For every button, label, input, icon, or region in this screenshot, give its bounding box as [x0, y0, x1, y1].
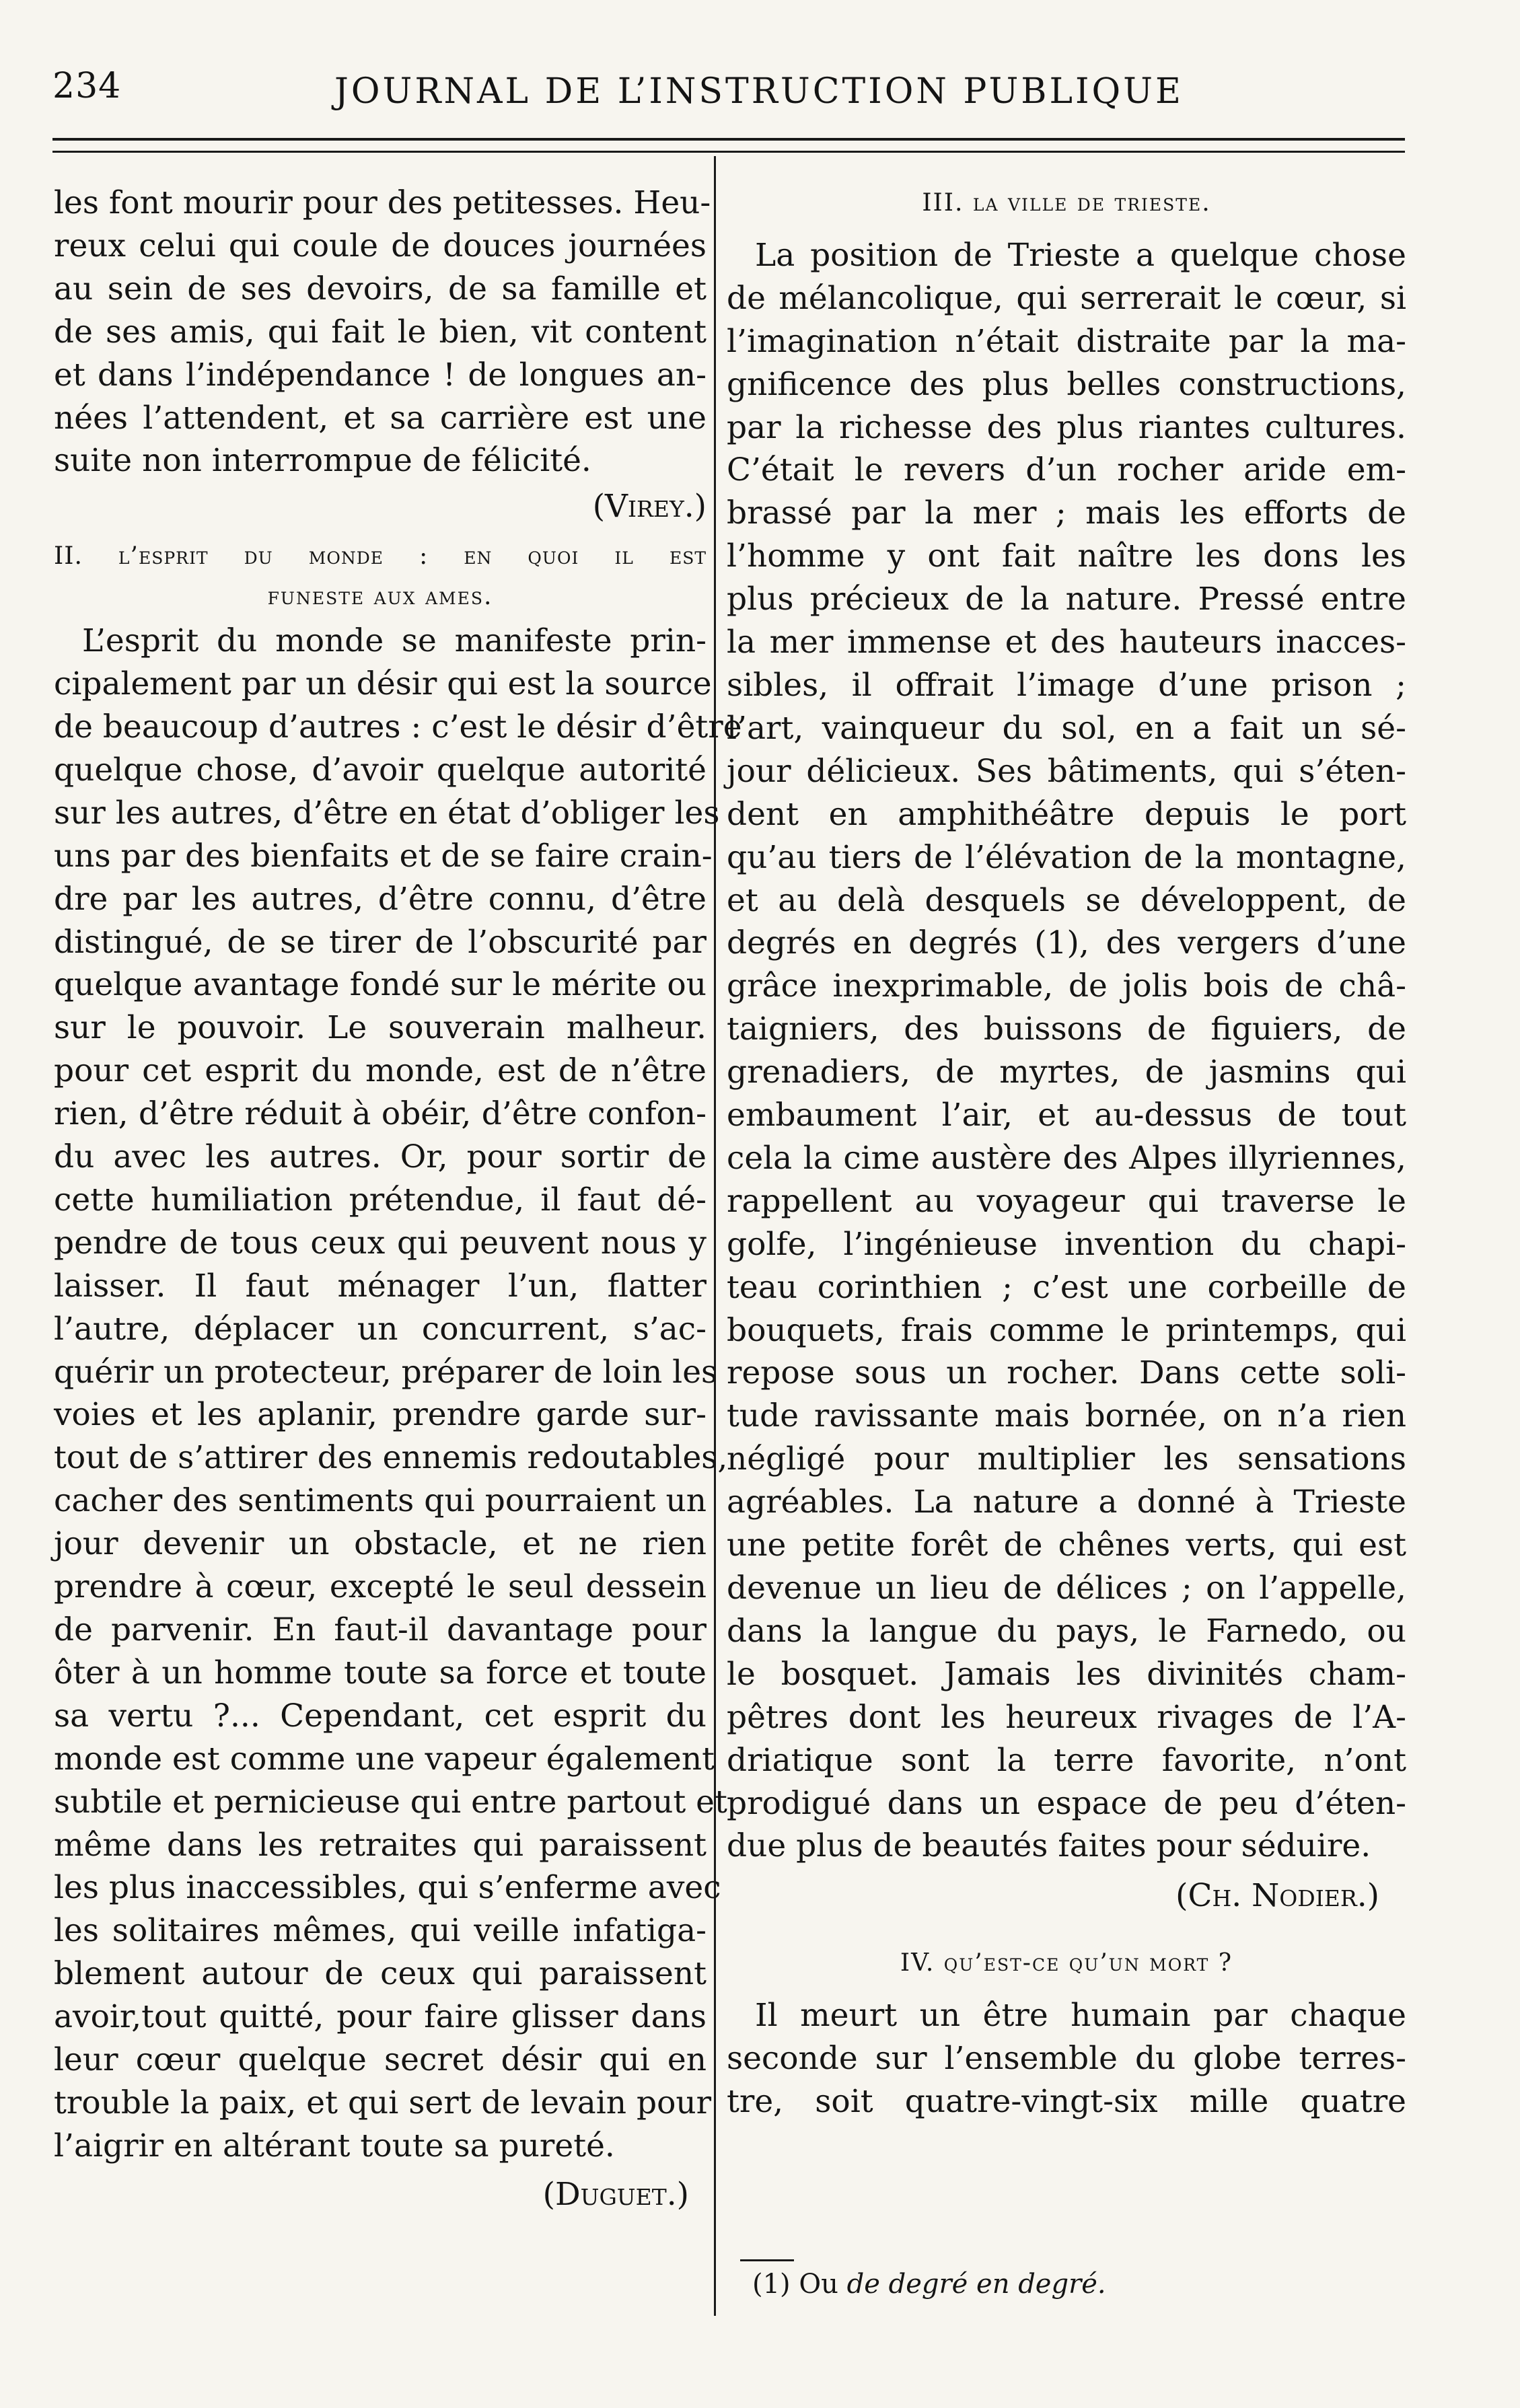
duguet-line: cette humiliation prétendue, il faut dé- — [54, 1181, 707, 1218]
duguet-line: pour cet esprit du monde, est de n’être — [54, 1052, 707, 1090]
duguet-line: sur le pouvoir. Le souverain malheur. — [54, 1009, 707, 1047]
section-3-title: III. la ville de trieste. — [922, 189, 1211, 217]
nodier-line: grenadiers, de myrtes, de jasmins qui — [727, 1054, 1406, 1091]
paragraph-nodier — [727, 234, 1406, 1868]
duguet-line: jour devenir un obstacle, et ne rien — [54, 1525, 707, 1563]
duguet-line: les plus inaccessibles, qui s’enferme avec — [54, 1869, 721, 1907]
footnote-rule — [740, 2259, 794, 2261]
duguet-line: trouble la paix, et qui sert de levain pour — [54, 2084, 712, 2121]
duguet-line: laisser. Il faut ménager l’un, flatter — [54, 1267, 707, 1305]
duguet-line: pendre de tous ceux qui peuvent nous y — [54, 1224, 707, 1262]
duguet-line: prendre à cœur, excepté le seul dessein — [54, 1568, 707, 1606]
duguet-line: L’esprit du monde se manifeste prin- — [82, 622, 707, 660]
nodier-line: le bosquet. Jamais les divinités cham- — [727, 1655, 1406, 1693]
nodier-line: prodigué dans un espace de peu d’éten- — [727, 1784, 1406, 1822]
page-number: 234 — [52, 66, 122, 106]
duguet-line: avoir,tout quitté, pour faire glisser dans — [54, 1998, 707, 2036]
virey-line: de ses amis, qui fait le bien, vit content — [54, 313, 707, 351]
duguet-line: ôter à un homme toute sa force et toute — [54, 1654, 707, 1691]
nodier-line: l’art, vainqueur du sol, en a fait un sé- — [727, 709, 1406, 747]
nodier-line: teau corinthien ; c’est une corbeille de — [727, 1268, 1406, 1306]
virey-line: nées l’attendent, et sa carrière est une — [54, 399, 707, 437]
virey-line: reux celui qui coule de douces journées — [54, 227, 707, 264]
nodier-line: repose sous un rocher. Dans cette soli- — [727, 1354, 1406, 1392]
paragraph-mort — [727, 1994, 1406, 2123]
nodier-line: dans la langue du pays, le Farnedo, ou — [727, 1612, 1406, 1650]
signature-duguet: (Duguet.) — [542, 2175, 689, 2213]
nodier-line: devenue un lieu de délices ; on l’appelle, — [727, 1570, 1406, 1607]
nodier-line: agréables. La nature a donné à Trieste — [727, 1484, 1406, 1521]
nodier-line: tude ravissante mais bornée, on n’a rien — [727, 1397, 1406, 1435]
nodier-line: due plus de beautés faites pour séduire. — [727, 1827, 1371, 1865]
duguet-line: uns par des bienfaits et de se faire crain- — [54, 837, 713, 875]
duguet-line: les solitaires mêmes, qui veille infatiga- — [54, 1912, 707, 1950]
header-rule-secondary — [52, 151, 1405, 153]
nodier-line: de mélancolique, qui serrerait le cœur, si — [727, 279, 1406, 317]
duguet-line: rien, d’être réduit à obéir, d’être confon- — [54, 1095, 707, 1133]
duguet-line: cipalement par un désir qui est la source — [54, 665, 712, 703]
signature-nodier: (Ch. Nodier.) — [1175, 1877, 1379, 1915]
nodier-line: qu’au tiers de l’élévation de la montagne, — [727, 838, 1406, 876]
nodier-line: rappellent au voyageur qui traverse le — [727, 1182, 1406, 1220]
virey-line: les font mourir pour des petitesses. Heu- — [54, 184, 711, 221]
nodier-line: C’était le revers d’un rocher aride em- — [727, 451, 1406, 489]
mort-line: Il meurt un être humain par chaque — [755, 1997, 1406, 2035]
duguet-line: tout de s’attirer des ennemis redoutables, — [54, 1439, 728, 1477]
duguet-line: l’autre, déplacer un concurrent, s’ac- — [54, 1310, 707, 1348]
nodier-line: la mer immense et des hauteurs inacces- — [727, 624, 1406, 661]
duguet-line: de parvenir. En faut-il davantage pour — [54, 1611, 707, 1648]
nodier-line: l’imagination n’était distraite par la ma- — [727, 322, 1406, 360]
footnote-mark: (1) Ou — [752, 2269, 838, 2300]
mort-line: seconde sur l’ensemble du globe terres- — [727, 2040, 1406, 2078]
nodier-line: driatique sont la terre favorite, n’ont — [727, 1741, 1406, 1779]
duguet-line: blement autour de ceux qui paraissent — [54, 1955, 707, 1993]
duguet-line: leur cœur quelque secret désir qui en — [54, 2041, 707, 2079]
nodier-line: grâce inexprimable, de jolis bois de châ- — [727, 968, 1406, 1005]
nodier-line: jour délicieux. Ses bâtiments, qui s’éten- — [727, 752, 1406, 790]
duguet-line: sur les autres, d’être en état d’obliger les — [54, 794, 720, 832]
nodier-line: bouquets, frais comme le printemps, qui — [727, 1311, 1406, 1349]
nodier-line: et au delà desquels se développent, de — [727, 881, 1406, 919]
nodier-line: plus précieux de la nature. Pressé entre — [727, 581, 1406, 618]
duguet-line: voies et les aplanir, prendre garde sur- — [54, 1396, 707, 1434]
duguet-line: quérir un protecteur, préparer de loin les — [54, 1353, 718, 1391]
virey-line: au sein de ses devoirs, de sa famille et — [54, 270, 707, 307]
duguet-line: monde est comme une vapeur également — [54, 1740, 715, 1778]
nodier-line: degrés en degrés (1), des vergers d’une — [727, 924, 1406, 962]
footnote — [752, 2269, 1106, 2300]
nodier-line: dent en amphithéâtre depuis le port — [727, 795, 1406, 833]
nodier-line: négligé pour multiplier les sensations — [727, 1440, 1406, 1478]
nodier-line: l’homme y ont fait naître les dons les — [727, 538, 1406, 575]
mort-line: tre, soit quatre-vingt-six mille quatre — [727, 2082, 1406, 2120]
footnote-text: de degré en degré. — [846, 2269, 1106, 2300]
nodier-line: taigniers, des buissons de figuiers, de — [727, 1011, 1406, 1048]
duguet-line: sa vertu ?... Cependant, cet esprit du — [54, 1697, 707, 1735]
nodier-line: une petite forêt de chênes verts, qui est — [727, 1527, 1406, 1564]
nodier-line: sibles, il offrait l’image d’une prison ; — [727, 666, 1406, 704]
duguet-line: cacher des sentiments qui pourraient un — [54, 1482, 707, 1520]
section-2-title: II. l’esprit du monde : en quoi il est — [54, 542, 707, 571]
nodier-line: brassé par la mer ; mais les efforts de — [727, 495, 1406, 532]
duguet-line: dre par les autres, d’être connu, d’être — [54, 880, 707, 918]
duguet-line: même dans les retraites qui paraissent — [54, 1826, 707, 1864]
paragraph-duguet — [54, 620, 742, 2168]
column-divider — [714, 156, 716, 2316]
nodier-line: golfe, l’ingénieuse invention du chapi- — [727, 1225, 1406, 1263]
virey-line: suite non interrompue de félicité. — [54, 442, 591, 480]
nodier-line: pêtres dont les heureux rivages de l’A- — [727, 1698, 1406, 1736]
duguet-line: quelque chose, d’avoir quelque autorité — [54, 751, 707, 789]
nodier-line: cela la cime austère des Alpes illyriennes, — [727, 1139, 1406, 1177]
duguet-line: du avec les autres. Or, pour sortir de — [54, 1138, 707, 1176]
page-header — [52, 59, 1405, 123]
paragraph-virey — [54, 182, 711, 482]
duguet-line: l’aigrir en altérant toute sa pureté. — [54, 2127, 615, 2164]
header-rule — [52, 138, 1405, 141]
nodier-line: gnificence des plus belles constructions, — [727, 365, 1406, 403]
nodier-line: par la richesse des plus riantes cultures. — [727, 408, 1406, 446]
signature-virey: (Virey.) — [592, 488, 707, 525]
duguet-line: quelque avantage fondé sur le mérite ou — [54, 966, 707, 1004]
duguet-line: distingué, de se tirer de l’obscurité par — [54, 923, 707, 961]
section-2-title-cont: funeste aux ames. — [267, 583, 493, 611]
journal-title: JOURNAL DE L’INSTRUCTION PUBLIQUE — [334, 71, 1184, 112]
right-column — [727, 182, 1406, 2123]
nodier-line: La position de Trieste a quelque chose — [755, 236, 1406, 274]
duguet-line: subtile et pernicieuse qui entre partout et — [54, 1783, 727, 1821]
virey-line: et dans l’indépendance ! de longues an- — [54, 356, 707, 394]
nodier-line: embaument l’air, et au-dessus de tout — [727, 1097, 1406, 1134]
section-4-title: IV. qu’est-ce qu’un mort ? — [900, 1949, 1233, 1977]
left-column — [54, 182, 742, 2216]
duguet-line: de beaucoup d’autres : c’est le désir d’être — [54, 708, 742, 745]
